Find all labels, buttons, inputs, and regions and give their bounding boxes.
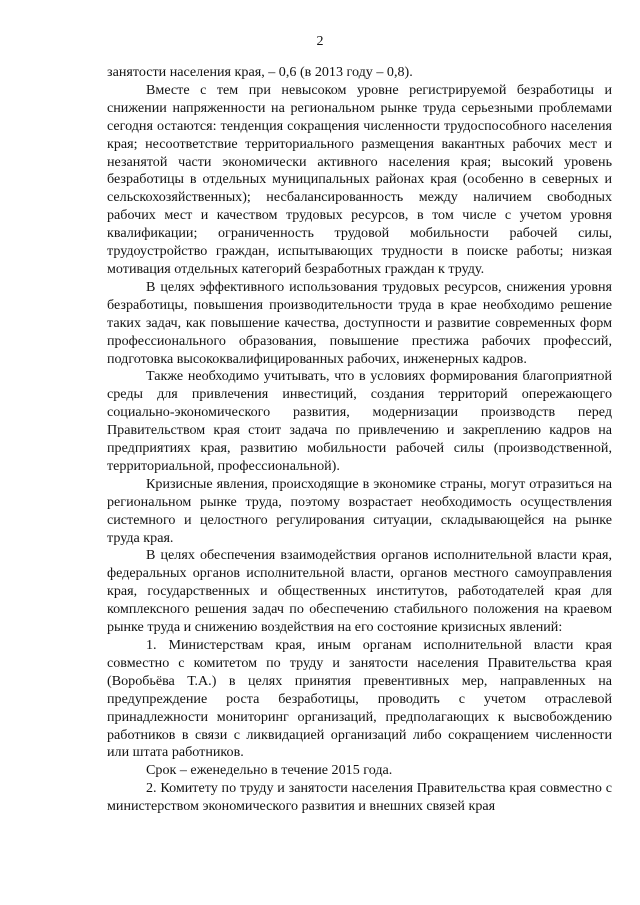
paragraph-crisis-phenomena: Кризисные явления, происходящие в экономике страны, могут отразиться на региональном рынке труда, поэтому возрастает необходимость осуществления системного и целостного регулирования ситуации, складывающейся на рынке труда края. <box>107 475 612 546</box>
paragraph-item-2: 2. Комитету по труду и занятости населения Правительства края совместно с министерством экономического развития и внешних связей края <box>107 780 612 815</box>
paragraph-interaction-purpose: В целях обеспечения взаимодействия органов исполнительной власти края, федеральных органов исполнительной власти, органов местного самоуправления края, государственных и общественных институтов, работодателей края для комплексного решения задач по обеспечению стабильного положения на краевом рынке труда и снижению воздействия на его состояние кризисных явлений: <box>107 547 612 636</box>
paragraph-investment-climate: Также необходимо учитывать, что в условиях формирования благоприятной среды для привлечения инвестиций, создания территорий опережающего социально-экономического развития, модернизации производств перед Правительством края стоит задача по привлечению и закреплению кадров на предприятиях края, развитию мобильности рабочей силы (производственной, территориальной, профессиональной). <box>107 368 612 474</box>
document-body <box>107 64 612 816</box>
paragraph-labor-resources-goals: В целях эффективного использования трудовых ресурсов, снижения уровня безработицы, повышения производительности труда в крае необходимо решение таких задач, как повышение качества, доступности и развитие современных форм профессионального образования, повышение престижа рабочих профессий, подготовка высококвалифицированных рабочих, инженерных кадров. <box>107 278 612 367</box>
paragraph-labor-market-problems: Вместе с тем при невысоком уровне регистрируемой безработицы и снижении напряженности на региональном рынке труда серьезными проблемами сегодня остаются: тенденция сокращения численности трудоспособного населения края; несоответствие территориального размещения вакантных рабочих мест и незанятой части экономически активного населения края; высокий уровень безработицы в отдельных муниципальных районах края (особенно в северных и сельскохозяйственных); несбалансированность между наличием свободных рабочих мест и качеством трудовых ресурсов, в том числе с учетом уровня квалификации; ограниченность трудовой мобильности рабочей силы, трудоустройство граждан, испытывающих трудности в поиске работы; низкая мотивация отдельных категорий безработных граждан к труду. <box>107 81 612 277</box>
paragraph-deadline: Срок – еженедельно в течение 2015 года. <box>146 762 393 779</box>
paragraph-continuation: занятости населения края, – 0,6 (в 2013 году – 0,8). <box>107 64 413 80</box>
page-number: 2 <box>316 34 324 49</box>
paragraph-item-1: 1. Министерствам края, иным органам исполнительной власти края совместно с комитетом по труду и занятости населения Правительства края (Воробьёва Т.А.) в целях принятия превентивных мер, направленных на предупреждение роста безработицы, проводить с учетом отраслевой принадлежности мониторинг организаций, предполагающих к высвобождению работников в связи с ликвидацией организаций либо сокращением численности или штата работников. <box>107 637 612 761</box>
